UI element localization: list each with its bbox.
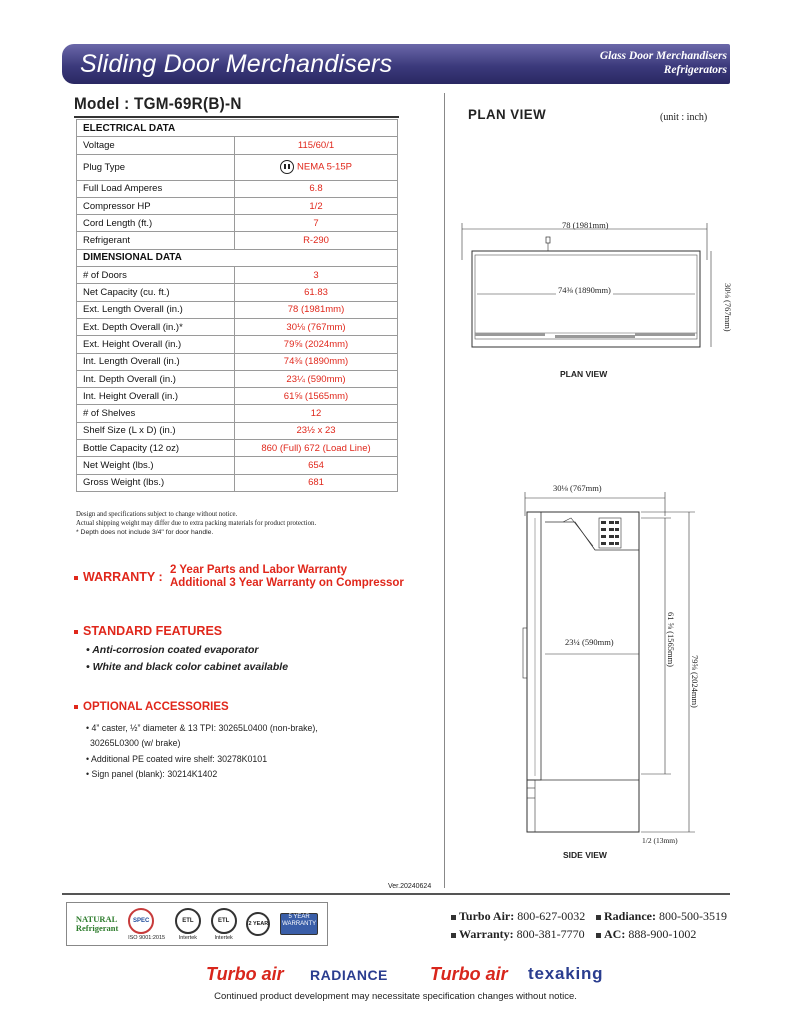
- plan-width-dim: 78 (1981mm): [562, 220, 609, 230]
- spec-label: Ext. Depth Overall (in.)*: [77, 318, 235, 335]
- spec-value: 7: [235, 215, 398, 232]
- page-title: Sliding Door Merchandisers: [80, 50, 393, 78]
- spec-value: 1/2: [235, 197, 398, 214]
- note-line: Actual shipping weight may differ due to extra packing materials for product protection.: [76, 520, 317, 527]
- five-year-text: 5 YEAR: [288, 914, 310, 920]
- model-title: Model : TGM-69R(B)-N: [74, 94, 242, 113]
- plan-view-title: PLAN VIEW: [468, 106, 547, 122]
- model-underline: [74, 116, 399, 118]
- contact-name: Radiance:: [604, 909, 656, 923]
- spec-sub: ISO 9001:2015: [128, 934, 166, 941]
- spec-label: Ext. Length Overall (in.): [77, 301, 235, 318]
- spec-value: 74⅜ (1890mm): [235, 353, 398, 370]
- note-line: * Depth does not include 3/4" for door handle.: [76, 529, 214, 536]
- side-view-label: SIDE VIEW: [563, 850, 607, 860]
- spec-value: 23½ x 23: [235, 422, 398, 439]
- spec-value: 860 (Full) 672 (Load Line): [235, 440, 398, 457]
- bullet-square-icon: [74, 705, 78, 709]
- plug-icon: [280, 160, 294, 174]
- spec-value: 6.8: [235, 180, 398, 197]
- spec-label: Ext. Height Overall (in.): [77, 336, 235, 353]
- spec-label: Net Capacity (cu. ft.): [77, 284, 235, 301]
- radiance-logo: RADIANCE: [310, 967, 388, 983]
- bullet-square-icon: [451, 915, 456, 920]
- bullet-square-icon: [74, 630, 78, 634]
- spec-value: 23¼ (590mm): [235, 370, 398, 387]
- spec-label: Compressor HP: [77, 197, 235, 214]
- etl-sanitation-sub: Intertek: [214, 934, 233, 941]
- spec-label: Voltage: [77, 137, 235, 154]
- spec-value: 654: [235, 457, 398, 474]
- spec-label: Int. Length Overall (in.): [77, 353, 235, 370]
- note-line: Design and specifications subject to change without notice.: [76, 511, 238, 518]
- contact-name: Turbo Air:: [459, 909, 515, 923]
- contact-name: Warranty:: [459, 927, 514, 941]
- accessory-item: • Additional PE coated wire shelf: 30278K0101: [86, 754, 268, 764]
- feature-item: • Anti-corrosion coated evaporator: [86, 644, 259, 656]
- side-view-drawing: [515, 488, 715, 848]
- accessories-heading-text: OPTIONAL ACCESSORIES: [83, 701, 229, 713]
- spec-label: Bottle Capacity (12 oz): [77, 440, 235, 457]
- plan-view-label: PLAN VIEW: [560, 369, 608, 379]
- plan-inner-dim: 74⅜ (1890mm): [558, 285, 611, 295]
- etl-sanitation-logo: [211, 908, 237, 941]
- header-category: [600, 49, 727, 77]
- spec-value: 30⅛ (767mm): [235, 318, 398, 335]
- feature-item: • White and black color cabinet available: [86, 661, 289, 673]
- electrical-heading: ELECTRICAL DATA: [77, 120, 398, 137]
- side-ext-height-dim: 79⅝ (2024mm): [690, 655, 700, 708]
- spec-value: 61.83: [235, 284, 398, 301]
- etl-logo: [175, 908, 201, 941]
- spec-value: 681: [235, 474, 398, 491]
- warranty-line: 2 Year Parts and Labor Warranty: [170, 564, 348, 576]
- spec-value: R-290: [235, 232, 398, 249]
- header-category-line2: Refrigerators: [663, 64, 727, 76]
- spec-label: Plug Type: [77, 154, 235, 180]
- warranty-text: [170, 564, 404, 590]
- features-heading-text: STANDARD FEATURES: [83, 624, 223, 638]
- side-int-height-dim: 61 ⅝ (1565mm): [666, 612, 676, 668]
- spec-label: Int. Height Overall (in.): [77, 388, 235, 405]
- certification-logos: [66, 902, 328, 946]
- spec-value: [235, 154, 398, 180]
- warranty-heading: [74, 570, 163, 584]
- spec-badge-icon: SPEC: [128, 908, 154, 934]
- etl-badge-icon: ETL: [175, 908, 201, 934]
- bullet-square-icon: [596, 933, 601, 938]
- spec-value: 3: [235, 267, 398, 284]
- spec-label: Refrigerant: [77, 232, 235, 249]
- spec-label: Net Weight (lbs.): [77, 457, 235, 474]
- turbo-air-refrigeration-logo: Turbo air: [430, 964, 508, 984]
- footer-divider: [62, 893, 730, 895]
- spec-table: [76, 119, 398, 492]
- contact-warranty: [451, 927, 585, 942]
- warranty-line: Additional 3 Year Warranty on Compressor: [170, 577, 404, 589]
- contact-phone: 800-381-7770: [516, 927, 585, 941]
- contact-phone: 888-900-1002: [628, 927, 697, 941]
- bullet-square-icon: [596, 915, 601, 920]
- spec-label: Int. Depth Overall (in.): [77, 370, 235, 387]
- contact-ac: [596, 927, 696, 942]
- spec-value: 78 (1981mm): [235, 301, 398, 318]
- refrigerant-text: Refrigerant: [75, 923, 119, 933]
- spec-label: Shelf Size (L x D) (in.): [77, 422, 235, 439]
- turbo-air-logo: Turbo air: [206, 964, 284, 984]
- plan-depth-dim: 30⅛ (767mm): [723, 283, 733, 332]
- spec-label: # of Doors: [77, 267, 235, 284]
- contact-radiance: [596, 909, 727, 924]
- version-label: Ver.20240624: [388, 883, 432, 890]
- side-inner-depth-dim: 23¼ (590mm): [565, 637, 614, 647]
- texaking-logo: texaking: [528, 964, 604, 983]
- warranty-heading-text: WARRANTY :: [83, 570, 163, 584]
- header-category-line1: Glass Door Merchandisers: [599, 50, 727, 62]
- contact-name: AC:: [604, 927, 626, 941]
- contact-phone: 800-627-0032: [517, 909, 586, 923]
- footer-disclaimer: Continued product development may necessitate specification changes without notice.: [214, 991, 577, 1002]
- spec-label: Cord Length (ft.): [77, 215, 235, 232]
- accessory-item: • Sign panel (blank): 30214K1402: [86, 769, 218, 779]
- accessory-item-cont: 30265L0300 (w/ brake): [90, 738, 181, 748]
- etl-sanitation-badge-icon: ETL: [211, 908, 237, 934]
- spec-label: # of Shelves: [77, 405, 235, 422]
- contact-turbo-air: [451, 909, 585, 924]
- bullet-square-icon: [451, 933, 456, 938]
- etl-sub: Intertek: [178, 934, 198, 941]
- warranty-text-small: WARRANTY: [282, 921, 317, 927]
- spec-value: 12: [235, 405, 398, 422]
- five-year-warranty-badge: [280, 913, 318, 935]
- features-heading: [74, 624, 222, 638]
- dimensional-heading: DIMENSIONAL DATA: [77, 249, 398, 266]
- spec-value: 115/60/1: [235, 137, 398, 154]
- unit-label: (unit : inch): [660, 112, 708, 123]
- spec-label: Full Load Amperes: [77, 180, 235, 197]
- plug-type-value: NEMA 5-15P: [297, 161, 352, 173]
- spec-value: 61⅝ (1565mm): [235, 388, 398, 405]
- side-top-dim: 30⅛ (767mm): [553, 483, 602, 493]
- accessories-heading: [74, 701, 229, 713]
- contact-phone: 800-500-3519: [659, 909, 727, 923]
- natural-refrigerant-logo: [76, 915, 118, 933]
- two-year-warranty-icon: 2 YEAR: [246, 912, 270, 936]
- spec-label: Gross Weight (lbs.): [77, 474, 235, 491]
- spec-logo: [128, 908, 165, 941]
- bullet-square-icon: [74, 576, 78, 580]
- accessory-item: • 4” caster, ½” diameter & 13 TPI: 30265L0400 (non-brake),: [86, 723, 318, 733]
- column-divider: [444, 93, 445, 888]
- spec-value: 79⅝ (2024mm): [235, 336, 398, 353]
- side-leg-dim: 1/2 (13mm): [642, 836, 678, 845]
- spec-notes: [76, 510, 316, 537]
- natural-text: NATURAL: [75, 914, 118, 924]
